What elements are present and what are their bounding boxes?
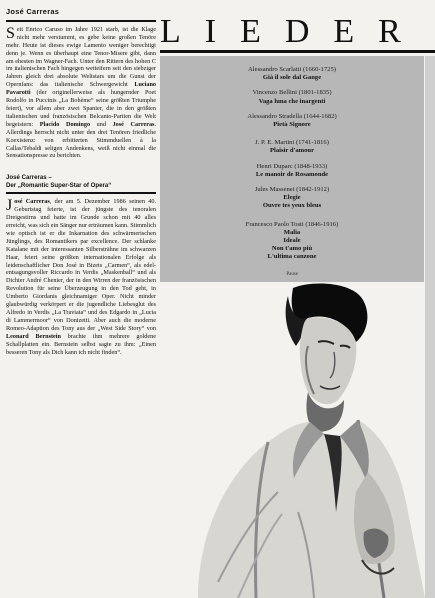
- article-heading: José Carreras: [6, 7, 60, 16]
- intro-text-1: eit Enrico Caruso im Jahre 1921 starb, ist die Klage nicht mehr verstummt, es gebe keine großen Tenöre mehr. Heute ist dieses ewige Lamento weniger berechtigt denn je. Wenn es überhaupt eine Tenor-Misere gibt, dann am ehesten im Wagner-Fach. Unter den Rittern des hohen C im italienischen Fach hingegen wetteifern seit den siebziger Jahren gleich drei absolute Weltstars um die Gunst der Opernfans: das italienische Schwergewicht: [6, 25, 156, 89]
- program-list: [160, 66, 424, 262]
- page-edge: [425, 56, 435, 598]
- composer-line: Henri Duparc (1848-1933): [256, 162, 328, 170]
- composer-line: J. P. E. Martini (1741-1816): [255, 139, 329, 147]
- body-name-bernstein: Leonard Bernstein: [6, 332, 61, 340]
- section-subheading: Der „Romantic Super-Star of Opera“: [6, 182, 112, 190]
- body-dropcap: J: [6, 197, 13, 215]
- work-title: Pietà Signore: [273, 121, 311, 129]
- intro-text-2: (der originellerweise als hungernder Poet Rodolfo in Puccinis „La Bohème“ seine größten Triumphe feiert), vor allem aber zwei Spanier, die in den größten italienischen und französischen Belcanto-Partien die Welt begeistern:: [6, 89, 156, 128]
- intro-dropcap: S: [6, 24, 15, 42]
- body-paragraph: [6, 198, 156, 356]
- composer-line: Jules Massenet (1842-1912): [254, 186, 330, 194]
- section-rule: [6, 192, 156, 194]
- title-rule: [160, 50, 435, 53]
- work-title: Ouvre tes yeux bleus: [262, 202, 322, 210]
- intro-text-4: . Allerdings herrscht nicht unter den drei Tenören friedliche Koexistenz: von erbitterten Stimmduellen à la Callas/Tebaldi seligen Andenkens, weiß nicht einmal die Sensationspresse zu berichten.: [6, 120, 157, 160]
- section-heading: José Carreras –: [6, 174, 52, 182]
- program-item-gap: [160, 179, 424, 186]
- program-item-gap: [160, 156, 424, 163]
- work-title: Ideale: [283, 237, 301, 245]
- body-text-2: brachte ihm mehrere goldene Schallplatten ein. Bernstein selbst sagte zu ihm: „Einen besseren Tony als Dich kann ich nicht finden“.: [6, 332, 156, 356]
- work-title: Plaisir d'amour: [269, 147, 315, 155]
- composer-line: Francesco Paolo Tosti (1846-1916): [245, 220, 339, 228]
- intro-name-domingo: Placido Domingo: [39, 120, 91, 128]
- heading-rule: [6, 20, 156, 22]
- composer-line: Vincenzo Bellini (1801-1835): [252, 89, 332, 97]
- work-title: Malia: [283, 228, 301, 236]
- work-title: Elegie: [283, 194, 301, 202]
- program-item-gap: [160, 106, 424, 113]
- work-title: L'ultima canzone: [267, 253, 317, 261]
- intro-paragraph: [6, 26, 156, 160]
- singer-photo: [158, 282, 425, 598]
- intro-name-pavarotti: Luciano Pavarotti: [6, 81, 156, 97]
- photo-credit: Pause: [286, 272, 298, 277]
- body-name-carreras: osé Carreras: [14, 198, 50, 206]
- program-group-gap: [160, 129, 424, 139]
- intro-text-3: und: [90, 120, 113, 128]
- page-title: LIEDER: [160, 13, 425, 50]
- work-title: Le manoir de Rosamonde: [255, 170, 329, 178]
- program-box: [160, 56, 424, 282]
- composer-line: Alessandro Scarlatti (1660-1725): [248, 66, 336, 73]
- intro-name-carreras: José Carreras: [112, 120, 155, 128]
- program-group-gap: [160, 211, 424, 221]
- body-text-1: , der am 5. Dezember 1986 seinen 40. Geburtstag feierte, ist der jüngste des tenoralen Dreigestirns und hatte im Grunde schon mit 40 alles erreicht, was sich ein Sänger nur erträumen kann. Stimmlich wie optisch ist er die Inkarnation des schwärmerischen Jünglings, des Romantikers par excellence. Der schlanke Katalane mit der interessanten Silbersträhne im schwarzen Haar, feiert seine größten internationalen Erfolge als leidenschaftlicher Don José in Bizets „Carmen“, als edel-entsagungsvoller Riccardo in Verdis „Maskenball“ und als Dichter André Chenier, der in den Wirren der französischen Revolution für seine Überzeugung in den Tod geht, in Umberto Giordanis gleichnamiger Oper. Nicht minder glaubwürdig verkörpert er die jugendliche Liebesglut des Alfredo in Verdis „La Traviata“ und des Edgardo in „Lucia di Lammermoor“ von Donizetti. Aber auch die moderne Romeo-Adaption des Tony aus der „West Side Story“ von: [6, 198, 156, 332]
- work-title: Già il sole dal Gange: [262, 74, 322, 82]
- left-column: [6, 8, 156, 356]
- composer-line: Alessandro Stradella (1644-1682): [247, 112, 337, 120]
- work-title: Non t'amo più: [271, 245, 313, 253]
- work-title: Vaga luna che inargenti: [258, 97, 326, 105]
- program-item-gap: [160, 82, 424, 89]
